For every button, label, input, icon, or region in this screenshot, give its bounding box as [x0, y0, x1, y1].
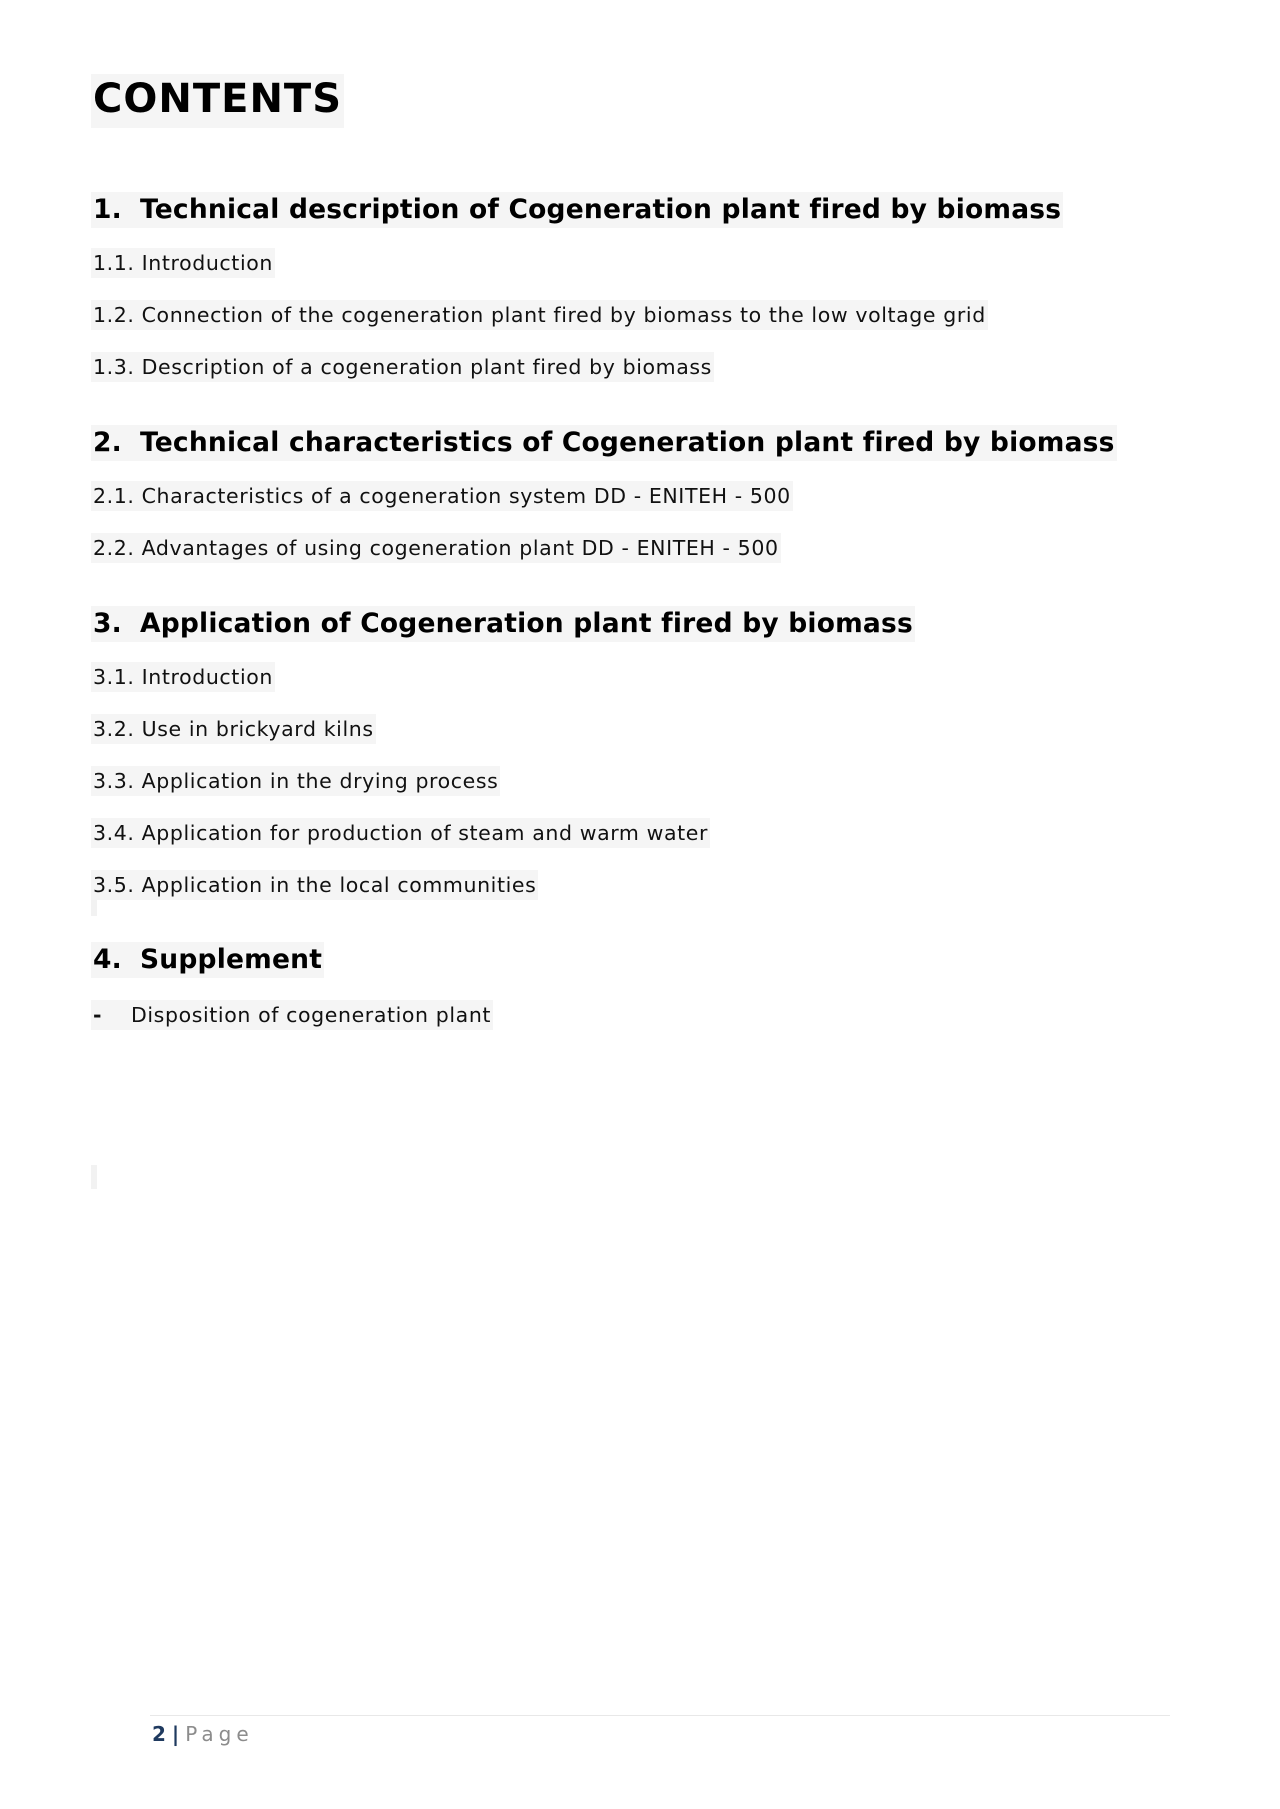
section-title: Technical characteristics of Cogeneration plant fired by biomass — [140, 427, 1115, 458]
contents-title: CONTENTS — [91, 74, 344, 128]
page-label: Page — [185, 1722, 254, 1746]
toc-item-3-4[interactable]: 3.4. Application for production of steam and warm water — [91, 818, 710, 848]
section-title: Application of Cogeneration plant fired by biomass — [140, 608, 913, 639]
toc-item-2-2[interactable]: 2.2. Advantages of using cogeneration plant DD - ENITEH - 500 — [91, 533, 781, 563]
section-number: 2. — [93, 427, 122, 458]
toc-item-3-1[interactable]: 3.1. Introduction — [91, 662, 275, 692]
toc-item-1-2[interactable]: 1.2. Connection of the cogeneration plant fired by biomass to the low voltage grid — [91, 300, 988, 330]
page-number: 2 — [152, 1722, 166, 1746]
section-number: 1. — [93, 194, 122, 225]
toc-item-3-2[interactable]: 3.2. Use in brickyard kilns — [91, 714, 376, 744]
toc-item-1-3[interactable]: 1.3. Description of a cogeneration plant fired by biomass — [91, 352, 714, 382]
toc-item-3-5[interactable]: 3.5. Application in the local communities — [91, 870, 538, 900]
faint-margin-mark — [91, 1165, 97, 1189]
toc-item-2-1[interactable]: 2.1. Characteristics of a cogeneration system DD - ENITEH - 500 — [91, 481, 793, 511]
dash-bullet: - — [93, 1003, 103, 1027]
toc-section-4-heading[interactable] — [91, 942, 324, 978]
item-text: Disposition of cogeneration plant — [131, 1003, 492, 1027]
toc-section-2-heading[interactable] — [91, 425, 1117, 461]
toc-item-1-1[interactable]: 1.1. Introduction — [91, 248, 275, 278]
toc-section-3-heading[interactable] — [91, 606, 915, 642]
section-title: Technical description of Cogeneration plant fired by biomass — [140, 194, 1062, 225]
toc-section-1-heading[interactable] — [91, 192, 1063, 228]
faint-margin-mark — [91, 900, 97, 916]
section-title: Supplement — [140, 944, 323, 975]
toc-item-3-3[interactable]: 3.3. Application in the drying process — [91, 766, 500, 796]
footer-divider — [150, 1715, 1170, 1716]
toc-item-4-disposition[interactable] — [91, 1000, 493, 1030]
section-number: 3. — [93, 608, 122, 639]
footer-separator: | — [171, 1722, 180, 1746]
section-number: 4. — [93, 944, 122, 975]
page-footer — [152, 1720, 254, 1748]
